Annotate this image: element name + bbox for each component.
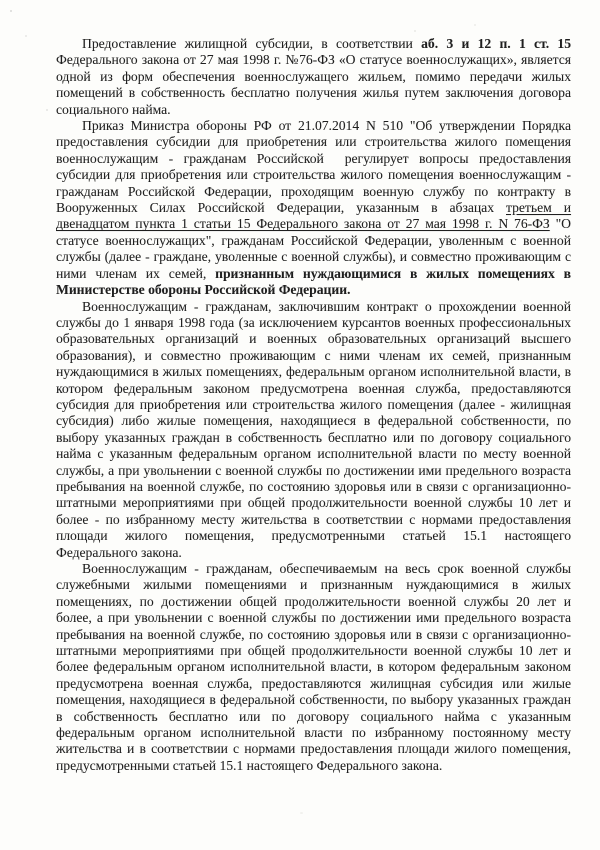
text-run: Предоставление жилищной субсидии, в соответствии (82, 36, 422, 51)
scan-speckle (46, 109, 48, 111)
document-body (56, 36, 571, 774)
paragraph (56, 299, 571, 562)
scan-speckle (25, 35, 27, 37)
scan-speckle (474, 24, 476, 26)
paragraph (56, 561, 571, 774)
scan-speckle (10, 10, 12, 12)
text-run: третьем и двенадцатом пункта 1 статьи 15 Федерального закона от 27 мая 1998 г. N 76-ФЗ (56, 200, 571, 232)
text-run: Федерального закона от 27 мая 1998 г. №76-ФЗ «О статусе военнослужащих», является одной из форм обеспечения военнослужащего жильем, помимо передачи жилых помещений в собственность бесплатно получения жилья путем заключения договора социального найма. (56, 52, 571, 117)
text-run: Военнослужащим - гражданам, заключившим контракт о прохождении военной службы до 1 января 1998 года (за исключением курсантов военных профессиональных образовательных организаций и военных образовательных организаций высшего образования), и совместно проживающим с ними членам их семей, признанным нуждающимися в жилых помещениях, федеральным органом исполнительной власти, в котором федеральным законом предусмотрена военная служба, предоставляются субсидия для приобретения или строительства жилого помещения (далее - жилищная субсидия) либо жилые помещения, находящиеся в федеральной собственности, по выбору указанных граждан в собственность бесплатно или по договору социального найма с указанным федеральным органом исполнительной власти по месту военной службы, а при увольнении с военной службы по достижении ими предельного возраста пребывания на военной службе, по состоянию здоровья или в связи с организационно-штатными мероприятиями при общей продолжительности военной службы 10 лет и более - по избранному месту жительства в соответствии с нормами предоставления площади жилого помещения, предусмотренными статьей 15.1 настоящего Федерального закона. (56, 298, 571, 560)
scan-speckle (414, 30, 416, 32)
paragraph (56, 36, 571, 118)
scan-speckle (300, 812, 303, 814)
paragraph (56, 118, 571, 298)
text-run: Приказ Министра обороны РФ от 21.07.2014 N 510 "Об утверждении Порядка предоставления субсидии для приобретения или строительства жилого помещения военнослужащим - гражданам Российской регулирует вопросы предоставления субсидии для приобретения или строительства жилого помещения военнослужащим - гражданам Российской Федерации, проходящим военную службу по контракту в Вооруженных Силах Российской Федерации, указанным в абзацах (56, 118, 571, 216)
text-run: Военнослужащим - гражданам, обеспечиваемым на весь срок военной службы служебными жилыми помещениями и признанным нуждающимися в жилых помещениях, по достижении общей продолжительности военной службы 20 лет и более, а при увольнении с военной службы по достижении ими предельного возраста пребывания на военной службе, по состоянию здоровья или в связи с организационно-штатными мероприятиями при общей продолжительности военной службы 10 лет и более федеральным органом исполнительной власти, в котором федеральным законом предусмотрена военная служба, предоставляются жилищная субсидия или жилые помещения, находящиеся в федеральной собственности, по выбору указанных граждан в собственность бесплатно или по договору социального найма с указанным федеральным органом исполнительной власти по избранному постоянному месту жительства и в соответствии с нормами предоставления площади жилого помещения, предусмотренными статьей 15.1 настоящего Федерального закона. (56, 561, 571, 773)
text-run: "О статусе военнослужащих", гражданам Российской Федерации, уволенным с военной службы (далее - граждане, уволенные с военной службы), и совместно проживающим с ними членам их семей, (56, 216, 571, 281)
text-run: признанным нуждающимися в жилых помещениях в Министерстве обороны Российской Федерации. (56, 265, 571, 298)
text-run: аб. 3 и 12 п. 1 ст. 15 (421, 36, 572, 51)
